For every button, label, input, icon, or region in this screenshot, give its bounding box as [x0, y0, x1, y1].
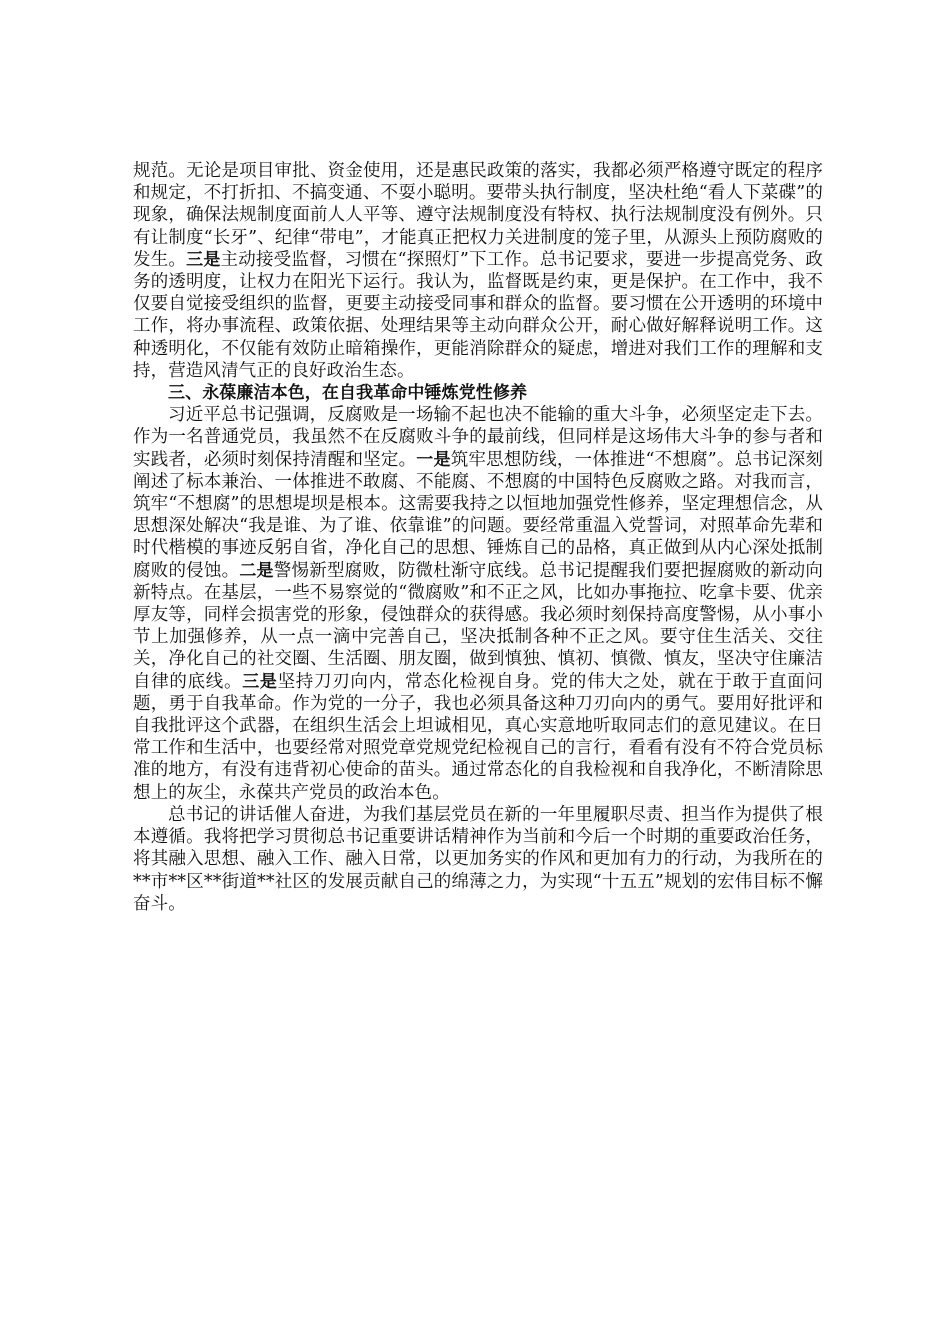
paragraph-1-text-a: 规范。无论是项目审批、资金使用，还是惠民政策的落实，我都必须严格遵守既定的程序和规定，不打折扣、不搞变通、不耍小聪明。要带头执行制度，坚决杜绝“看人下菜碟”的现象，确保法规制度面前人人平等、遵守法规制度没有特权、执行法规制度没有例外。只有让制度“长牙”、纪律“带电”，才能真正把权力关进制度的笼子里，从源头上预防腐败的发生。 [133, 161, 823, 270]
paragraph-2 [133, 404, 823, 804]
paragraph-1 [133, 160, 823, 382]
paragraph-2-text-c: 警惕新型腐败，防微杜渐守底线。总书记提醒我们要把握腐败的新动向新特点。在基层，一些不易察觉的“微腐败”和不正之风，比如办事拖拉、吃拿卡要、优亲厚友等，同样会损害党的形象，侵蚀群众的获得感。我必须时刻保持高度警惕，从小事小节上加强修养，从一点一滴中完善自己，坚决抵制各种不正之风。要守住生活关、交往关，净化自己的社交圈、生活圈、朋友圈，做到慎独、慎初、慎微、慎友，坚决守住廉洁自律的底线。 [133, 560, 823, 692]
paragraph-2-bold-marker-1: 一是 [416, 449, 451, 470]
paragraph-1-text-b: 主动接受监督，习惯在“探照灯”下工作。总书记要求，要进一步提高党务、政务的透明度，让权力在阳光下运行。我认为，监督既是约束，更是保护。在工作中，我不仅要自觉接受组织的监督，更要主动接受同事和群众的监督。要习惯在公开透明的环境中工作，将办事流程、政策依据、处理结果等主动向群众公开，耐心做好解释说明工作。这种透明化，不仅能有效防止暗箱操作，更能消除群众的疑虑，增进对我们工作的理解和支持，营造风清气正的良好政治生态。 [133, 249, 824, 381]
paragraph-3: 总书记的讲话催人奋进，为我们基层党员在新的一年里履职尽责、担当作为提供了根本遵循。我将把学习贯彻总书记重要讲话精神作为当前和今后一个时期的重要政治任务，将其融入思想、融入工作、融入日常，以更加务实的作风和更加有力的行动，为我所在的**市**区**街道**社区的发展贡献自己的绵薄之力，为实现“十五五”规划的宏伟目标不懈奋斗。 [133, 804, 823, 914]
paragraph-2-text-a: 习近平总书记强调，反腐败是一场输不起也决不能输的重大斗争，必须坚定走下去。作为一名普通党员，我虽然不在反腐败斗争的最前线，但同样是这场伟大斗争的参与者和实践者，必须时刻保持清醒和坚定。 [133, 405, 823, 470]
paragraph-1-bold-marker: 三是 [186, 249, 221, 270]
section-heading-3: 三、永葆廉洁本色，在自我革命中锤炼党性修养 [168, 383, 528, 404]
paragraph-2-text-d: 坚持刀刃向内，常态化检视自身。党的伟大之处，就在于敢于直面问题，勇于自我革命。作为党的一分子，我也必须具备这种刀刃向内的勇气。要用好批评和自我批评这个武器，在组织生活会上坦诚相见，真心实意地听取同志们的意见建议。在日常工作和生活中，也要经常对照党章党规党纪检视自己的言行，看看有没有不符合党员标准的地方，有没有违背初心使命的苗头。通过常态化的自我检视和自我净化，不断清除思想上的灰尘，永葆共产党员的政治本色。 [133, 671, 823, 803]
paragraph-2-text-b: 筑牢思想防线，一体推进“不想腐”。总书记深刻阐述了标本兼治、一体推进不敢腐、不能腐、不想腐的中国特色反腐败之路。对我而言，筑牢“不想腐”的思想堤坝是根本。这需要我持之以恒地加强党性修养，坚定理想信念，从思想深处解决“我是谁、为了谁、依靠谁”的问题。要经常重温入党誓词，对照革命先辈和时代楷模的事迹反躬自省，净化自己的思想、锤炼自己的品格，真正做到从内心深处抵制腐败的侵蚀。 [133, 449, 823, 581]
paragraph-2-bold-marker-2: 二是 [239, 560, 274, 581]
document-body [133, 160, 823, 915]
paragraph-2-bold-marker-3: 三是 [242, 671, 278, 692]
